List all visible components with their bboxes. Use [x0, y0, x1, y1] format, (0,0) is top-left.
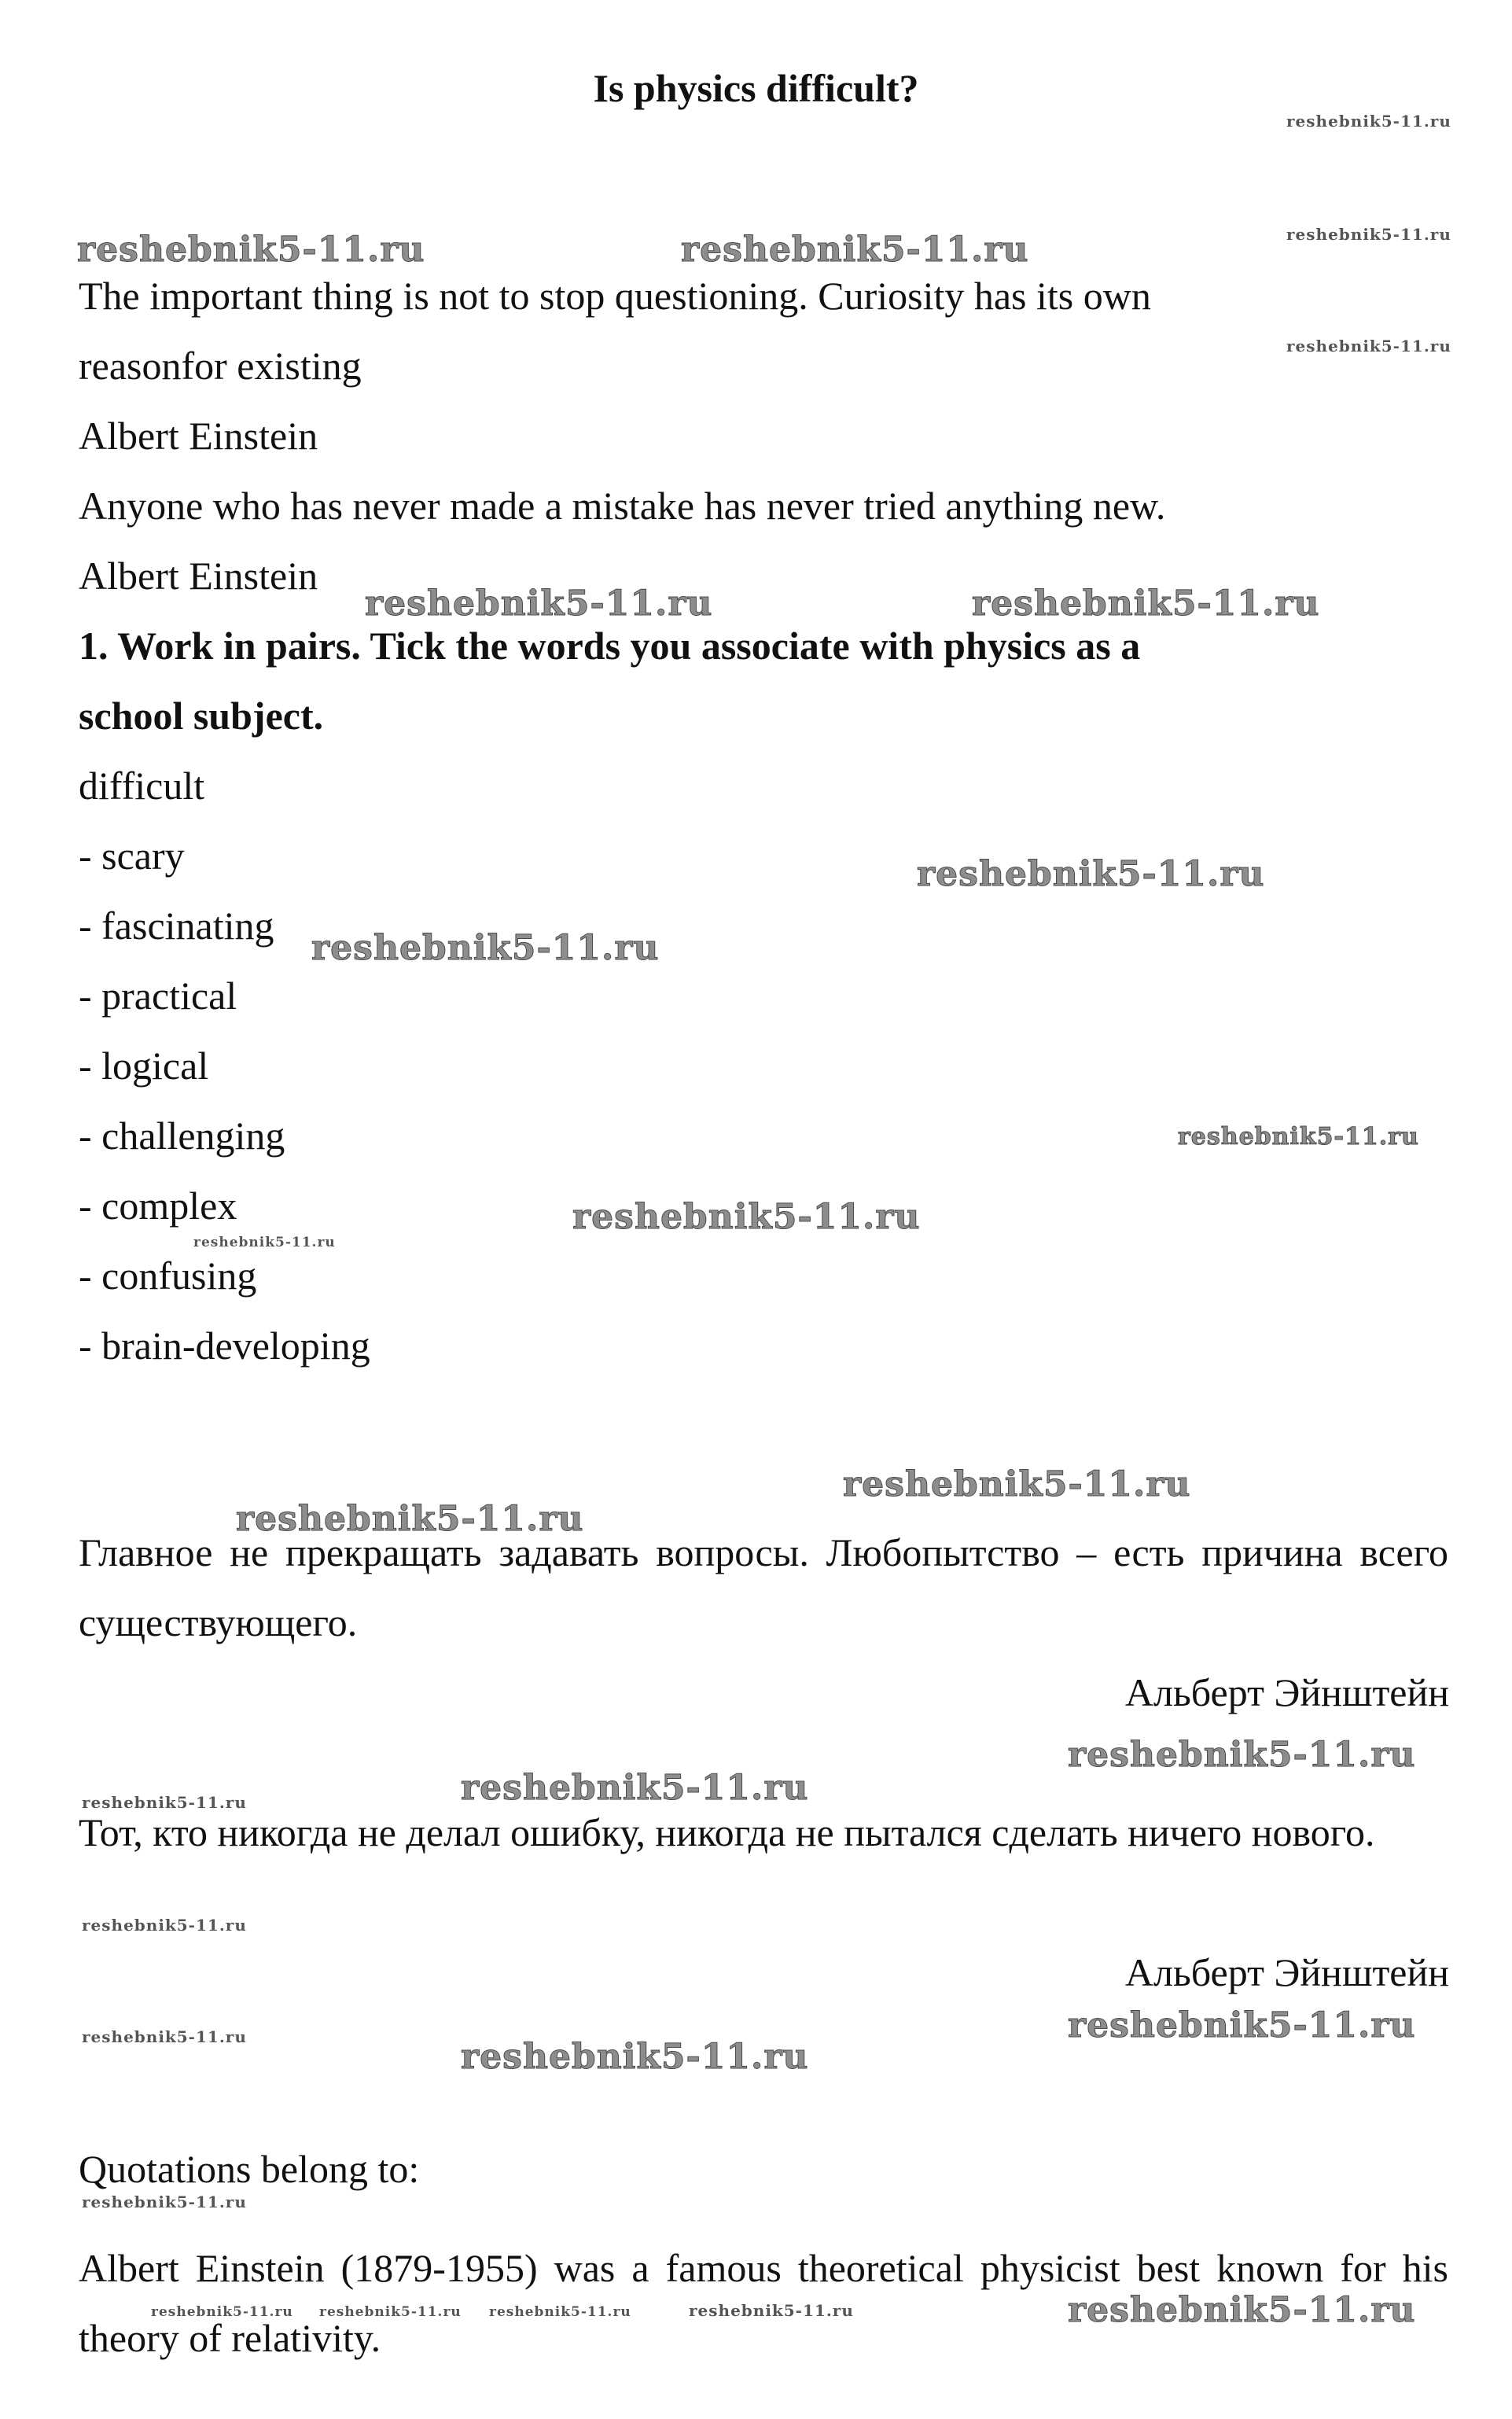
watermark: reshebnik5-11.ru — [1068, 2005, 1416, 2045]
watermark: reshebnik5-11.ru — [917, 854, 1265, 894]
watermark: reshebnik5-11.ru — [461, 2037, 809, 2077]
task-heading-line-1: 1. Work in pairs. Tick the words you associate with physics as a — [79, 624, 1141, 668]
quote-1-author: Albert Einstein — [79, 414, 318, 458]
quote-2-author: Albert Einstein — [79, 554, 318, 598]
watermark: reshebnik5-11.ru — [319, 2304, 462, 2320]
watermark: reshebnik5-11.ru — [1286, 337, 1451, 355]
watermark: reshebnik5-11.ru — [77, 230, 425, 270]
watermark: reshebnik5-11.ru — [365, 584, 713, 624]
watermark: reshebnik5-11.ru — [151, 2304, 293, 2320]
watermark: reshebnik5-11.ru — [1178, 1123, 1419, 1151]
ru-quote-2-author: Альберт Эйнштейн — [1124, 1950, 1449, 1994]
watermark: reshebnik5-11.ru — [82, 1916, 247, 1935]
word-item: - brain-developing — [79, 1324, 370, 1368]
task-heading-line-2: school subject. — [79, 694, 324, 738]
watermark: reshebnik5-11.ru — [1286, 225, 1451, 244]
quote-2-line-1: Anyone who has never made a mistake has never tried anything new. — [79, 484, 1166, 528]
watermark: reshebnik5-11.ru — [1068, 2290, 1416, 2330]
watermark: reshebnik5-11.ru — [572, 1197, 921, 1237]
ru-quote-1-author: Альберт Эйнштейн — [1124, 1670, 1449, 1714]
watermark: reshebnik5-11.ru — [972, 584, 1320, 624]
watermark: reshebnik5-11.ru — [843, 1464, 1191, 1504]
watermark: reshebnik5-11.ru — [1286, 112, 1451, 131]
watermark: reshebnik5-11.ru — [1068, 1735, 1416, 1775]
word-item: - scary — [79, 834, 185, 878]
quote-1-line-2: reasonfor existing — [79, 344, 362, 388]
watermark: reshebnik5-11.ru — [689, 2301, 854, 2320]
ru-quote-2: Тот, кто никогда не делал ошибку, никогда не пытался сделать ничего нового. — [79, 1810, 1375, 1854]
watermark: reshebnik5-11.ru — [82, 1793, 247, 1812]
quotations-heading: Quotations belong to: — [79, 2147, 420, 2191]
word-item: - confusing — [79, 1254, 257, 1298]
watermark: reshebnik5-11.ru — [461, 1768, 809, 1808]
watermark: reshebnik5-11.ru — [82, 2027, 247, 2046]
word-item: - logical — [79, 1044, 209, 1088]
watermark: reshebnik5-11.ru — [489, 2304, 631, 2320]
watermark: reshebnik5-11.ru — [193, 1235, 336, 1250]
einstein-bio: Albert Einstein (1879-1955) was a famous theoretical physicist best known for his theory of relativity. — [79, 2246, 1448, 2360]
ru-quote-1: Главное не прекращать задавать вопросы. Любопытство – есть причина всего существующего. — [79, 1530, 1448, 1644]
word-item: - practical — [79, 974, 237, 1018]
quote-1-line-1: The important thing is not to stop questioning. Curiosity has its own — [79, 274, 1151, 318]
page-title: Is physics difficult? — [593, 66, 919, 110]
watermark: reshebnik5-11.ru — [236, 1499, 584, 1539]
word-item: - complex — [79, 1184, 237, 1228]
watermark: reshebnik5-11.ru — [681, 230, 1029, 270]
word-item: - challenging — [79, 1114, 285, 1158]
watermark: reshebnik5-11.ru — [311, 928, 660, 968]
word-item: - fascinating — [79, 904, 274, 948]
word-item: difficult — [79, 764, 205, 808]
watermark: reshebnik5-11.ru — [82, 2193, 247, 2211]
